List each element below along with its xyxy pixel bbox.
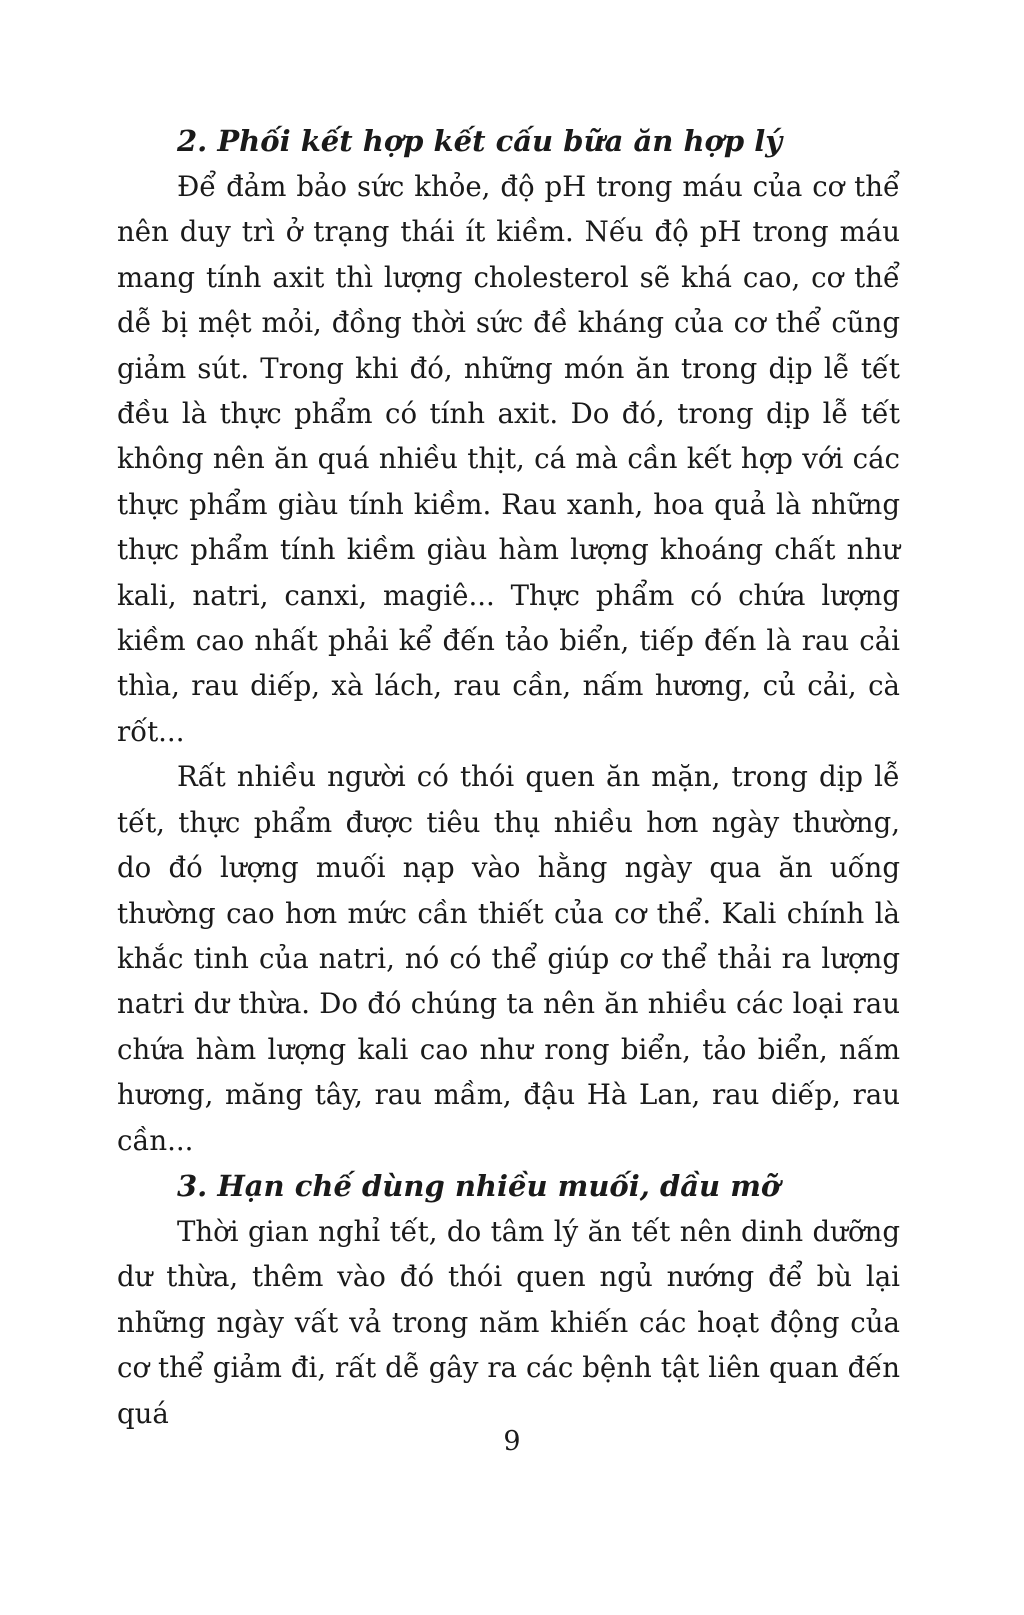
section-heading: 2. Phối kết hợp kết cấu bữa ăn hợp lý xyxy=(177,124,783,158)
page-body xyxy=(117,118,900,1436)
section-heading: 3. Hạn chế dùng nhiều muối, dầu mỡ xyxy=(177,1168,781,1203)
body-paragraph: Thời gian nghỉ tết, do tâm lý ăn tết nên dinh dưỡng dư thừa, thêm vào đó thói quen ngủ nướng để bù lại những ngày vất vả trong năm khiến các hoạt động của cơ thể giảm đi, rất dễ gây ra các bệnh tật liên quan đến quá xyxy=(117,1214,900,1430)
body-paragraph: Rất nhiều người có thói quen ăn mặn, trong dịp lễ tết, thực phẩm được tiêu thụ nhiều hơn ngày thường, do đó lượng muối nạp vào hằng ngày qua ăn uống thường cao hơn mức cần thiết của cơ thể. Kali chính là khắc tinh của natri, nó có thể giúp cơ thể thải ra lượng natri dư thừa. Do đó chúng ta nên ăn nhiều các loại rau chứa hàm lượng kali cao như rong biển, tảo biển, nấm hương, măng tây, rau mầm, đậu Hà Lan, rau diếp, rau cần... xyxy=(117,760,900,1157)
body-paragraph: Để đảm bảo sức khỏe, độ pH trong máu của cơ thể nên duy trì ở trạng thái ít kiềm. Nếu độ pH trong máu mang tính axit thì lượng cholesterol sẽ khá cao, cơ thể dễ bị mệt mỏi, đồng thời sức đề kháng của cơ thể cũng giảm sút. Trong khi đó, những món ăn trong dịp lễ tết đều là thực phẩm có tính axit. Do đó, trong dịp lễ tết không nên ăn quá nhiều thịt, cá mà cần kết hợp với các thực phẩm giàu tính kiềm. Rau xanh, hoa quả là những thực phẩm tính kiềm giàu hàm lượng khoáng chất như kali, natri, canxi, magiê... Thực phẩm có chứa lượng kiềm cao nhất phải kể đến tảo biển, tiếp đến là rau cải thìa, rau diếp, xà lách, rau cần, nấm hương, củ cải, cà rốt... xyxy=(117,170,900,748)
page-number: 9 xyxy=(503,1426,521,1457)
